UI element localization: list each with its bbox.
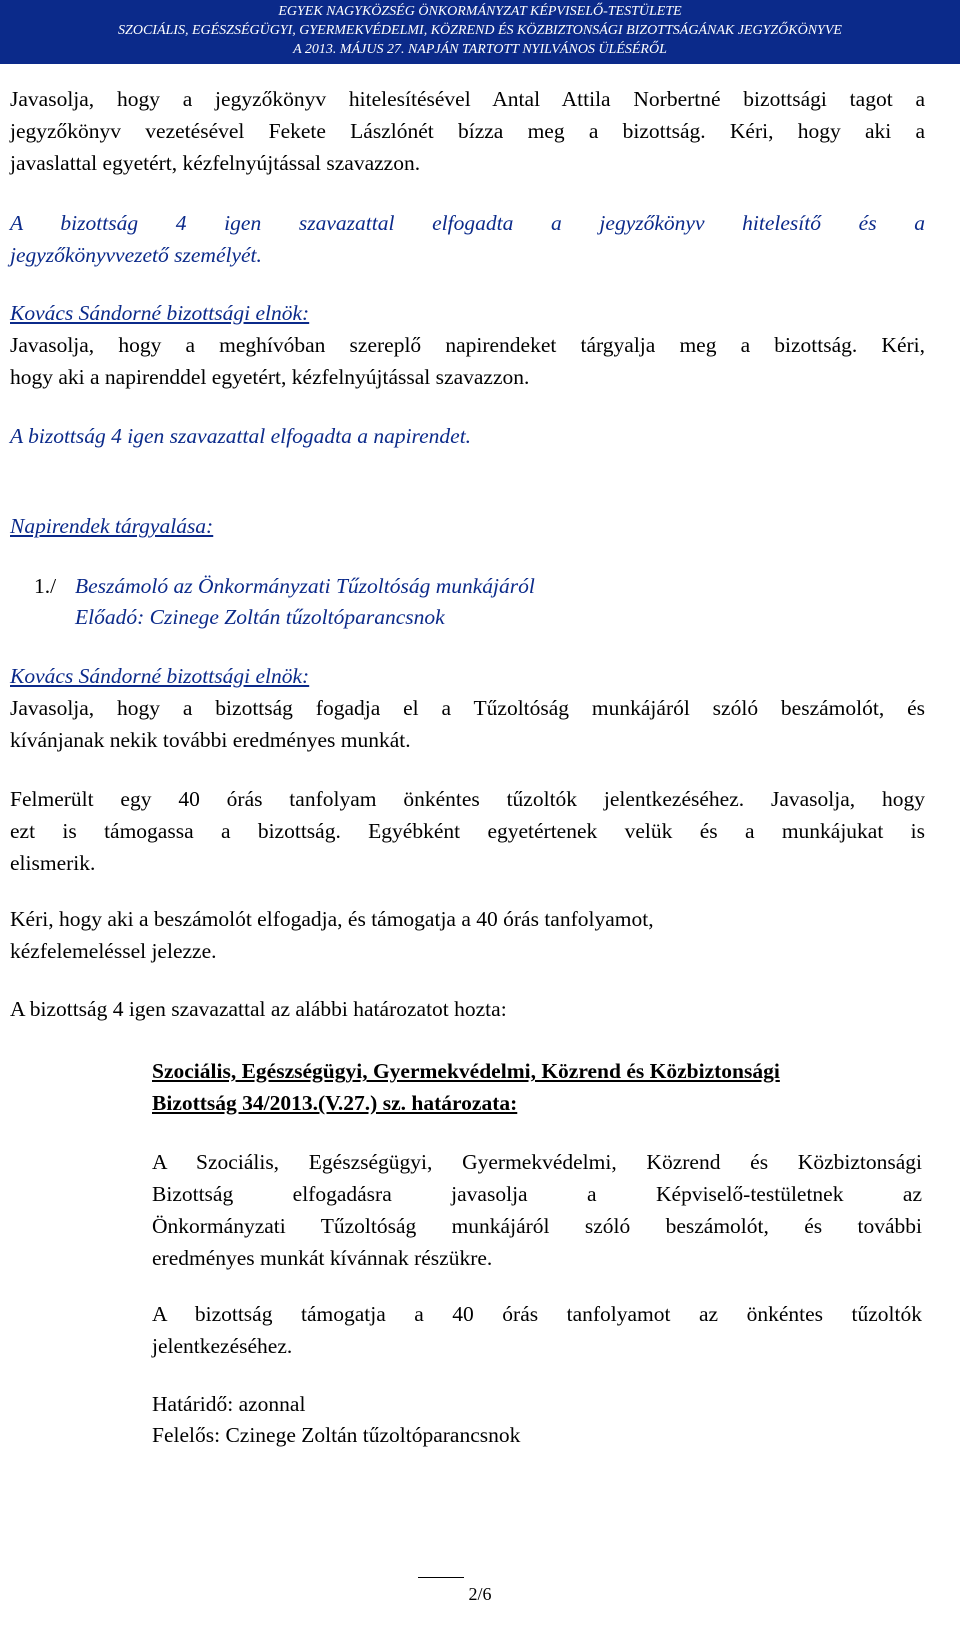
resolution-responsible: Felelős: Czinege Zoltán tűzoltóparancsnok <box>152 1423 521 1447</box>
paragraph-report-proposal: Javasolja, hogy a bizottság fogadja el a Tűzoltóság munkájáról szóló beszámolót, és kívánjanak nekik további eredményes munkát. <box>10 696 925 752</box>
paragraph-vote-result: A bizottság 4 igen szavazattal az alábbi határozatot hozta: <box>10 997 507 1021</box>
paragraph-agenda-vote: A bizottság 4 igen szavazattal elfogadta a napirendet. <box>10 424 472 448</box>
resolution-deadline: Határidő: azonnal <box>152 1392 306 1416</box>
paragraph-authentication-vote: A bizottság 4 igen szavazattal elfogadta a jegyzőkönyv hitelesítő és a jegyzőkönyvvezető személyét. <box>10 211 925 267</box>
agenda-item-title: Beszámoló az Önkormányzati Tűzoltóság munkájáról <box>75 574 535 598</box>
agenda-item-number: 1./ <box>34 574 57 598</box>
header-line-2: SZOCIÁLIS, EGÉSZSÉGÜGYI, GYERMEKVÉDELMI, KÖZREND ÉS KÖZBIZTONSÁGI BIZOTTSÁGÁNAK JEGYZŐKÖNYVE <box>118 23 842 38</box>
speaker-label-1: Kovács Sándorné bizottsági elnök: <box>10 301 310 325</box>
paragraph-agenda-proposal: Javasolja, hogy a meghívóban szereplő napirendeket tárgyalja meg a bizottság. Kéri, hogy aki a napirenddel egyetért, kézfelnyújtással szavazzon. <box>10 333 925 389</box>
resolution-text-1: A Szociális, Egészségügyi, Gyermekvédelmi, Közrend és Közbiztonsági Bizottság elfogadásra javasolja a Képviselő-testületnek az Önkormányzati Tűzoltóság munkájáról szóló beszámolót, és további eredményes munkát kívánnak részükre. <box>152 1150 922 1270</box>
header-line-1: EGYEK NAGYKÖZSÉG ÖNKORMÁNYZAT KÉPVISELŐ-TESTÜLETE <box>278 4 682 19</box>
header-line-3: A 2013. MÁJUS 27. NAPJÁN TARTOTT NYILVÁNOS ÜLÉSÉRŐL <box>293 42 667 57</box>
document-header <box>0 0 960 64</box>
paragraph-vote-request: Kéri, hogy aki a beszámolót elfogadja, és támogatja a 40 órás tanfolyamot, kézfelemeléssel jelezze. <box>10 907 654 963</box>
paragraph-authentication-proposal: Javasolja, hogy a jegyzőkönyv hitelesítésével Antal Attila Norbertné bizottsági tagot a jegyzőkönyv vezetésével Fekete Lászlónét bízza meg a bizottság. Kéri, hogy aki a javaslattal egyetért, kézfelnyújtással szavazzon. <box>10 87 925 175</box>
agenda-heading: Napirendek tárgyalása: <box>10 514 214 538</box>
resolution-title: Szociális, Egészségügyi, Gyermekvédelmi, Közrend és Közbiztonsági Bizottság 34/2013.(V.27.) sz. határozata: <box>152 1059 780 1115</box>
page-number: 2/6 <box>468 1584 492 1604</box>
resolution-text-2: A bizottság támogatja a 40 órás tanfolyamot az önkéntes tűzoltók jelentkezéséhez. <box>152 1302 922 1358</box>
speaker-label-2: Kovács Sándorné bizottsági elnök: <box>10 664 310 688</box>
agenda-item-presenter: Előadó: Czinege Zoltán tűzoltóparancsnok <box>75 605 445 629</box>
paragraph-training-course: Felmerült egy 40 órás tanfolyam önkéntes tűzoltók jelentkezéséhez. Javasolja, hogy ezt is támogassa a bizottság. Egyébként egyetértenek velük és a munkájukat is elismerik. <box>10 787 925 875</box>
footer-divider <box>418 1577 464 1578</box>
